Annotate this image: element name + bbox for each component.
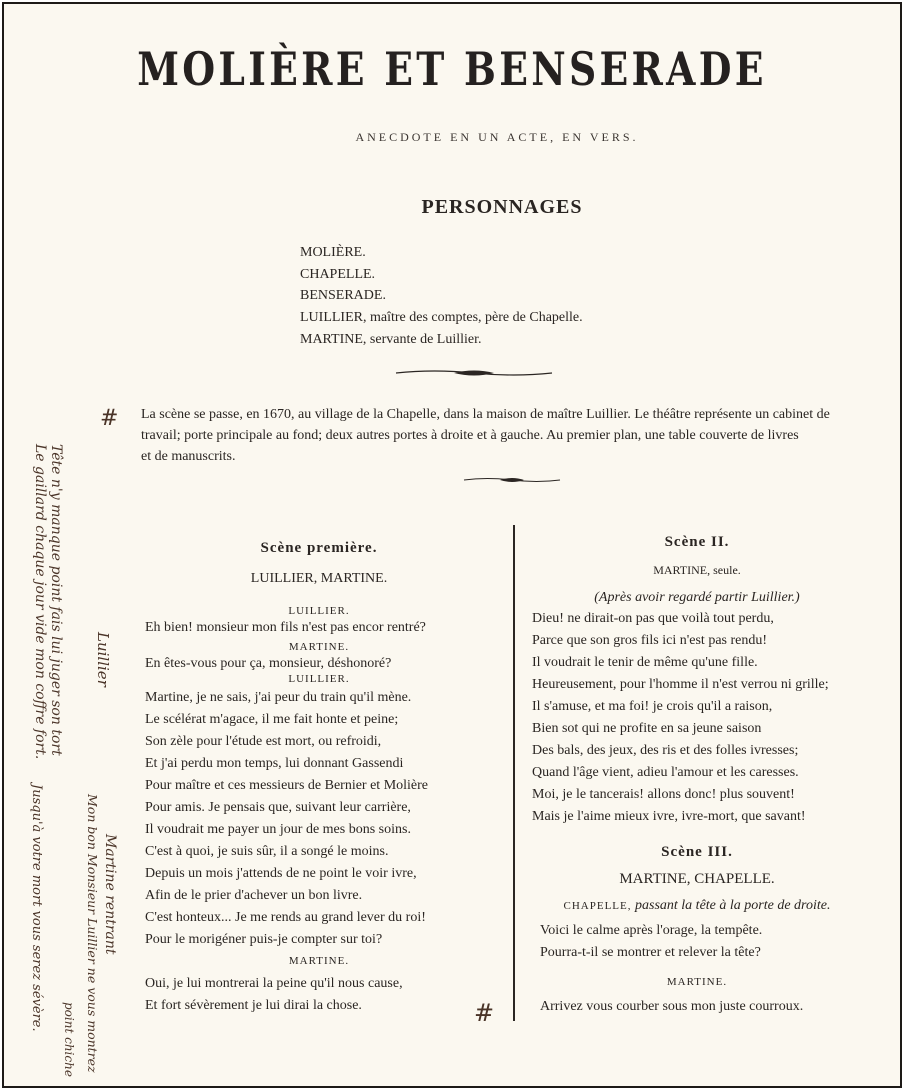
hash-mark-icon: #	[100, 406, 119, 431]
column-rule	[513, 525, 515, 1021]
verse-line: Son zèle pour l'étude est mort, ou refroidi,	[145, 734, 382, 749]
scene-characters: MARTINE, seule.	[653, 563, 741, 577]
handwritten-note: Luillier	[94, 632, 112, 687]
verse-block	[145, 687, 499, 951]
verse-line: Dieu! ne dirait-on pas que voilà tout perdu,	[532, 611, 774, 626]
cast-item: LUILLIER, maître des comptes, père de Chapelle.	[300, 310, 583, 326]
verse-line: Mais je l'aime mieux ivre, ivre-mort, que savant!	[532, 809, 806, 824]
document-page	[2, 2, 902, 1088]
verse-line: Heureusement, pour l'homme il n'est verrou ni grille;	[532, 677, 829, 692]
scene-characters: MARTINE, CHAPELLE.	[619, 871, 775, 887]
verse-line: Pour le morigéner puis-je compter sur toi?	[145, 932, 383, 947]
verse-line: Eh bien! monsieur mon fils n'est pas encor rentré?	[145, 620, 426, 635]
verse-line: Afin de le prier d'achever un bon livre.	[145, 888, 363, 903]
stage-direction: passant la tête à la porte de droite.	[635, 898, 831, 913]
cast-list	[300, 242, 583, 351]
verse-line: Des bals, des jeux, des ris et des folles ivresses;	[532, 743, 799, 758]
speaker-label: CHAPELLE,	[563, 900, 632, 912]
hash-mark-icon: #	[474, 999, 495, 1027]
handwritten-note: point chiche	[62, 1002, 76, 1077]
speaker-label: MARTINE.	[288, 641, 350, 653]
right-column	[532, 534, 862, 1018]
scene-title: Scène III.	[661, 844, 733, 860]
cast-item: MARTINE, servante de Luillier.	[300, 331, 482, 347]
speaker-label: MARTINE.	[666, 976, 728, 988]
ornament-divider	[462, 474, 562, 486]
verse-line: Quand l'âge vient, adieu l'amour et les caresses.	[532, 765, 799, 780]
verse-line: Arrivez vous courber sous mon juste courroux.	[540, 999, 804, 1014]
cast-item: CHAPELLE.	[300, 266, 376, 282]
scene-title: Scène II.	[664, 534, 730, 550]
verse-line: Il s'amuse, et ma foi! je crois qu'il a raison,	[532, 699, 773, 714]
scene-characters: LUILLIER, MARTINE.	[250, 571, 388, 586]
setting-line: La scène se passe, en 1670, au village de la Chapelle, dans la maison de maître Luillier. Le théâtre représente un cabinet de	[141, 407, 830, 422]
verse-line: Depuis un mois j'attends de ne point le voir ivre,	[145, 866, 417, 881]
verse-line: Pour maître et ces messieurs de Bernier et Molière	[145, 778, 429, 793]
verse-line: Il voudrait me payer un jour de mes bons soins.	[145, 822, 411, 837]
verse-line: Moi, je le tancerais! allons donc! plus souvent!	[532, 787, 795, 802]
page-title: MOLIÈRE ET BENSERADE	[137, 42, 767, 96]
verse-line: C'est à quoi, je suis sûr, il a songé le moins.	[145, 844, 389, 859]
scene-title: Scène première.	[260, 540, 378, 556]
setting-line: travail; porte principale au fond; deux autres portes à droite et à gauche. Au premier plan, une table couverte de livres	[141, 428, 799, 443]
verse-line: Et j'ai perdu mon temps, lui donnant Gassendi	[145, 756, 404, 771]
handwritten-note: Le gaillard chaque jour vide mon coffre fort.	[32, 444, 48, 760]
verse-line: Pour amis. Je pensais que, suivant leur carrière,	[145, 800, 411, 815]
speaker-label: LUILLIER.	[288, 673, 350, 685]
speaker-label: MARTINE.	[288, 955, 350, 967]
ornament-divider	[394, 367, 554, 379]
verse-line: Il voudrait le tenir de même qu'une fille.	[532, 655, 758, 670]
setting-line: et de manuscrits.	[141, 449, 236, 464]
verse-block	[540, 920, 862, 964]
verse-line: C'est honteux... Je me rends au grand lever du roi!	[145, 910, 426, 925]
left-column	[139, 540, 499, 1017]
handwritten-note: Martine rentrant	[102, 834, 118, 955]
verse-line: Martine, je ne sais, j'ai peur du train qu'il mène.	[145, 690, 412, 705]
verse-line: Parce que son gros fils ici n'est pas rendu!	[532, 633, 768, 648]
verse-line: Et fort sévèrement je lui dirai la chose.	[145, 998, 362, 1013]
cast-item: MOLIÈRE.	[300, 245, 366, 260]
handwritten-note: Mon bon Monsieur Luillier ne vous montrez	[85, 794, 100, 1073]
handwritten-note: Jusqu'à votre mort vous serez sévère.	[29, 784, 44, 1032]
verse-line: Bien sot qui ne profite en sa jeune saison	[532, 721, 762, 736]
verse-line: Voici le calme après l'orage, la tempête.	[540, 923, 763, 938]
stage-direction: (Après avoir regardé partir Luillier.)	[594, 590, 800, 605]
verse-block	[532, 608, 862, 828]
setting-description	[141, 404, 885, 467]
subtitle: ANECDOTE EN UN ACTE, EN VERS.	[355, 130, 639, 144]
personnages-heading: PERSONNAGES	[421, 196, 583, 218]
verse-line: Pourra-t-il se montrer et relever la tête?	[540, 945, 761, 960]
handwritten-note: Tête n'y manque point fais lui juger son tort	[48, 444, 64, 756]
verse-line: En êtes-vous pour ça, monsieur, déshonoré?	[145, 656, 392, 671]
stage-direction-line	[532, 898, 862, 914]
verse-block	[145, 973, 499, 1017]
verse-line: Oui, je lui montrerai la peine qu'il nous cause,	[145, 976, 403, 991]
cast-item: BENSERADE.	[300, 288, 386, 304]
speaker-label: LUILLIER.	[288, 605, 350, 617]
verse-line: Le scélérat m'agace, il me fait honte et peine;	[145, 712, 399, 727]
